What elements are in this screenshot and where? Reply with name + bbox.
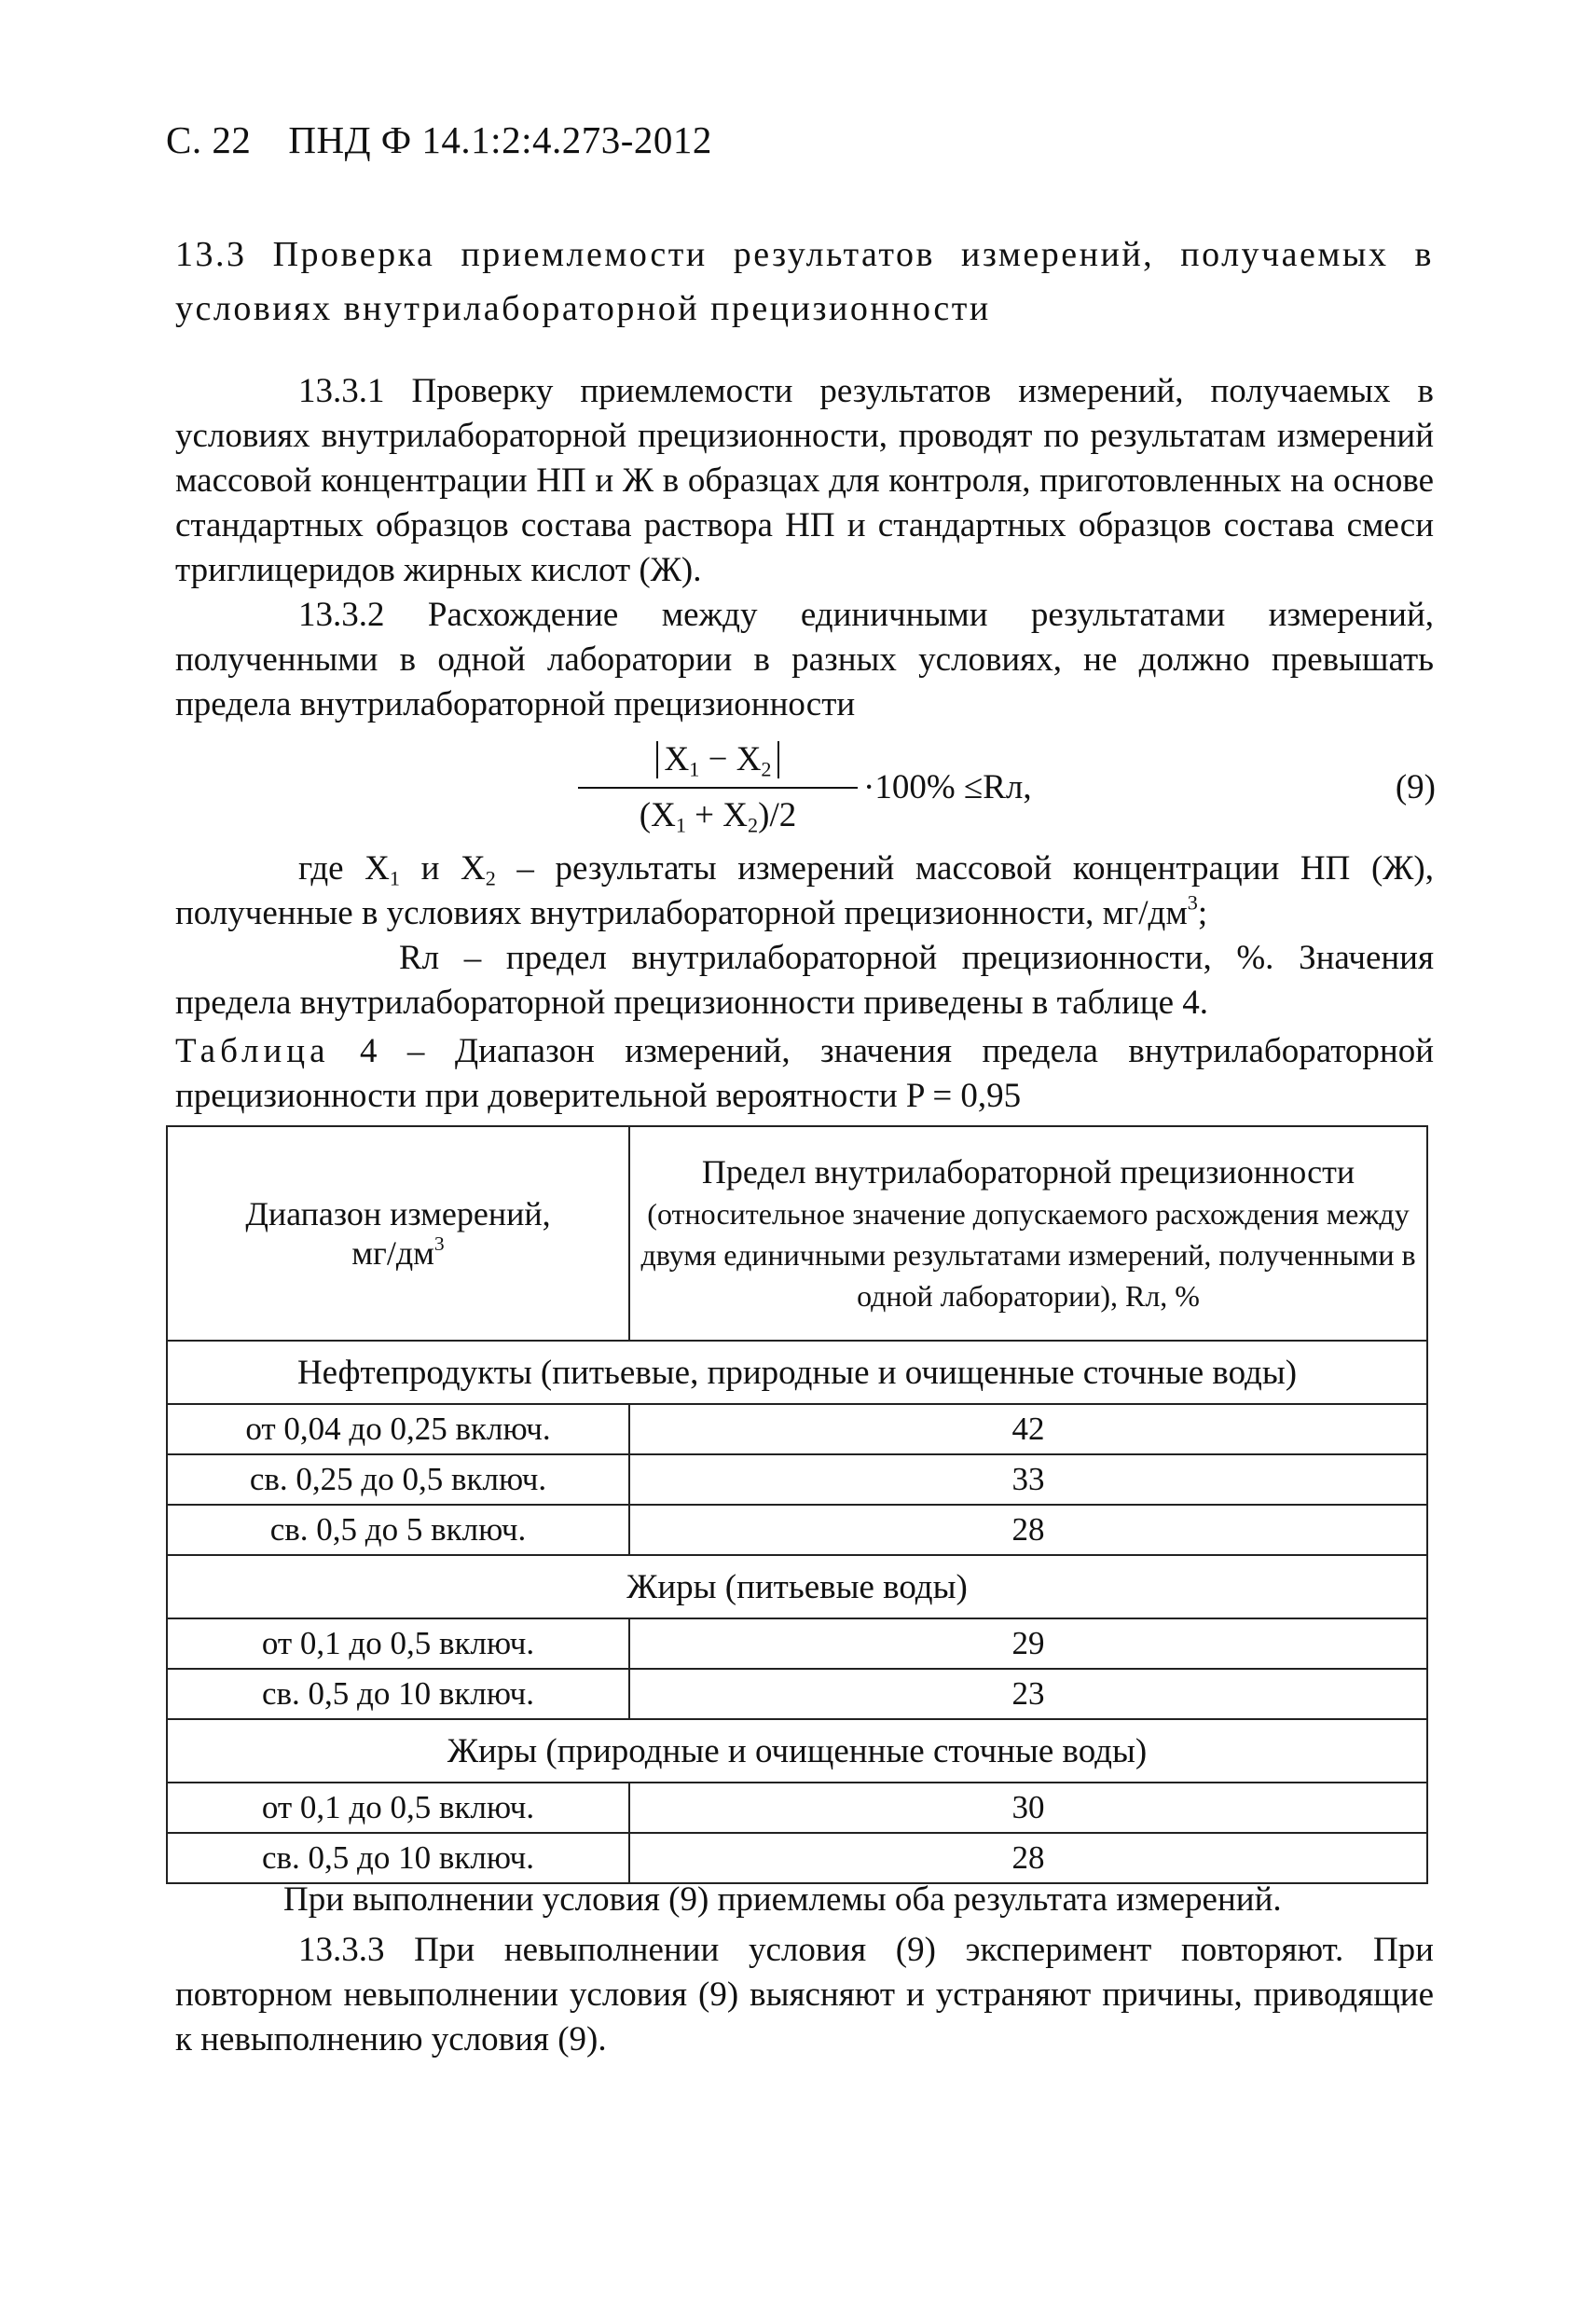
formula-numerator: $X_1 - X_2$ xyxy=(578,737,858,783)
range-cell: от 0,1 до 0,5 включ. xyxy=(167,1783,629,1833)
table-caption: Таблица 4 – Диапазон измерений, значения предела внутрилабораторной прецизионности при доверительной вероятности P = 0,95 xyxy=(175,1032,1434,1115)
formula-number: (9) xyxy=(1395,768,1436,806)
table-row xyxy=(167,1505,1427,1555)
paragraph-13-3-3: 13.3.3 При невыполнении условия (9) эксперимент повторяют. При повторном невыполнении условия (9) выясняют и устраняют причины, приводящие к невыполнению условия (9). xyxy=(175,1931,1434,2058)
range-cell: св. 0,5 до 10 включ. xyxy=(167,1669,629,1719)
paragraph-13-3-2: 13.3.2 Расхождение между единичными результатами измерений, полученными в одной лаборатории в разных условиях, не должно превышать предела внутрилабораторной прецизионности xyxy=(175,596,1434,723)
rl-definition: Rл – предел внутрилабораторной прецизионности, %. Значения предела внутрилабораторной прецизионности приведены в таблице 4. xyxy=(175,939,1434,1022)
table-group-row xyxy=(167,1555,1427,1618)
page-number: С. 22 xyxy=(166,118,252,161)
table-row xyxy=(167,1669,1427,1719)
formula-denominator: $(X_1 + X_2)/2$ xyxy=(639,796,797,837)
limit-value-cell: 29 xyxy=(629,1618,1427,1669)
formula-explanation: где $X_1$ и $X_2$ – результаты измерений массовой концентрации НП (Ж), полученные в условиях внутрилабораторной прецизионности, $мг/дм^3$; xyxy=(175,849,1434,932)
table-4 xyxy=(166,1125,1428,1884)
table-group-title: Нефтепродукты (питьевые, природные и очищенные сточные воды) xyxy=(167,1341,1427,1404)
limit-value-cell: 42 xyxy=(629,1404,1427,1454)
table-row xyxy=(167,1618,1427,1669)
condition-met-text: При выполнении условия (9) приемлемы оба результата измерений. xyxy=(283,1880,1282,1919)
header-limit: Предел внутрилабораторной прецизионности (относительное значение допускаемого расхождения между двумя единичными результатами измерений, полученными в одной лаборатории), Rл, % xyxy=(629,1126,1427,1341)
table-header-row xyxy=(167,1126,1427,1341)
table-row xyxy=(167,1783,1427,1833)
table-row xyxy=(167,1833,1427,1883)
limit-value-cell: 28 xyxy=(629,1833,1427,1883)
table-group-title: Жиры (природные и очищенные сточные воды) xyxy=(167,1719,1427,1783)
limit-value-cell: 30 xyxy=(629,1783,1427,1833)
range-cell: св. 0,5 до 10 включ. xyxy=(167,1833,629,1883)
table-group-row xyxy=(167,1341,1427,1404)
table-group-row xyxy=(167,1719,1427,1783)
range-cell: св. 0,25 до 0,5 включ. xyxy=(167,1454,629,1505)
table-row xyxy=(167,1454,1427,1505)
formula-9 xyxy=(578,737,1436,858)
limit-value-cell: 28 xyxy=(629,1505,1427,1555)
table-group-title: Жиры (питьевые воды) xyxy=(167,1555,1427,1618)
range-cell: от 0,1 до 0,5 включ. xyxy=(167,1618,629,1669)
paragraph-13-3-1: 13.3.1 Проверку приемлемости результатов измерений, получаемых в условиях внутрилабораторной прецизионности, проводят по результатам измерений массовой концентрации НП и Ж в образцах для контроля, приготовленных на основе стандартных образцов состава раствора НП и стандартных образцов состава смеси триглицеридов жирных кислот (Ж). xyxy=(175,372,1434,589)
range-cell: св. 0,5 до 5 включ. xyxy=(167,1505,629,1555)
table-row xyxy=(167,1404,1427,1454)
header-range: Диапазон измерений, $мг/дм^3$ xyxy=(167,1126,629,1341)
limit-value-cell: 33 xyxy=(629,1454,1427,1505)
limit-value-cell: 23 xyxy=(629,1669,1427,1719)
range-cell: от 0,04 до 0,25 включ. xyxy=(167,1404,629,1454)
section-title: 13.3 Проверка приемлемости результатов измерений, получаемых в условиях внутрилабораторной прецизионности xyxy=(175,235,1434,328)
formula-fraction xyxy=(578,737,858,835)
page-header xyxy=(166,117,712,162)
document-code: ПНД Ф 14.1:2:4.273-2012 xyxy=(288,118,712,161)
formula-tail: ·100% ≤Rл, xyxy=(863,768,1032,806)
